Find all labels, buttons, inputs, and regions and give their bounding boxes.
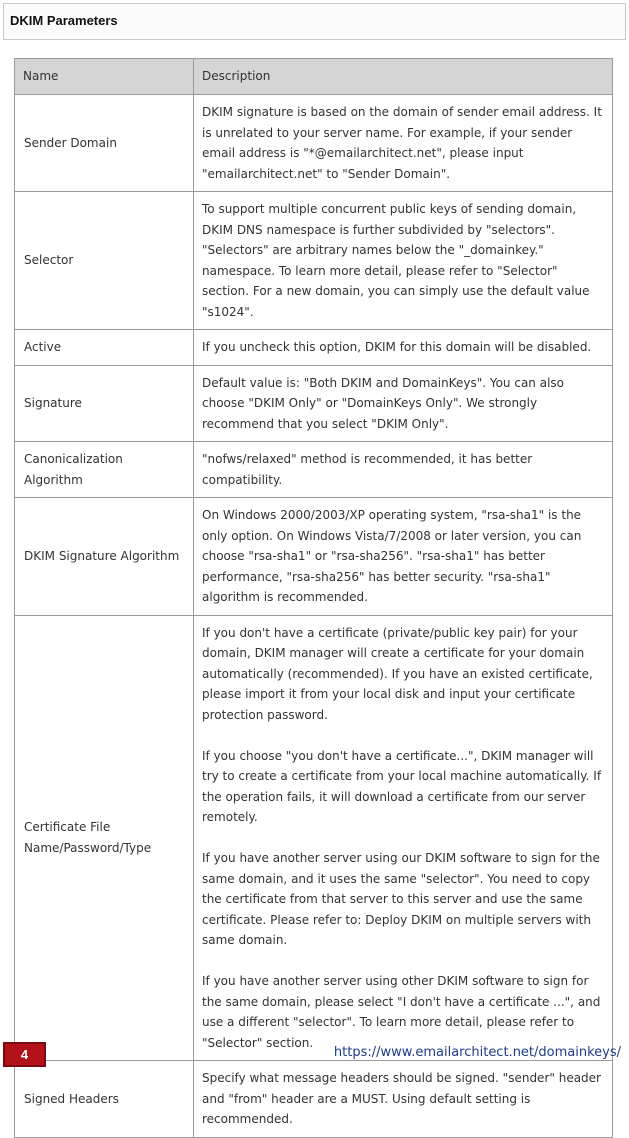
param-name-cell: Signature (15, 365, 194, 442)
table-row (15, 365, 613, 442)
param-description-cell (194, 498, 613, 616)
param-name-cell: Sender Domain (15, 95, 194, 192)
param-description-cell (194, 95, 613, 192)
param-name-cell: Certificate File Name/Password/Type (15, 615, 194, 1061)
table-row (15, 442, 613, 498)
column-header-name: Name (15, 59, 194, 95)
param-description-cell (194, 615, 613, 1061)
description-paragraph: If you have another server using other DKIM software to sign for the same domain, please select "I don't have a certificate ...", and use a different "selector". To learn more detail, please refer to "Selector" section. (202, 974, 601, 1050)
param-name-cell: Canonicalization Algorithm (15, 442, 194, 498)
page-number-badge: 4 (3, 1042, 46, 1067)
table-row (15, 95, 613, 192)
param-description-cell (194, 330, 613, 366)
param-name-cell: Selector (15, 192, 194, 330)
description-paragraph: Default value is: "Both DKIM and DomainKeys". You can also choose "DKIM Only" or "DomainKeys Only". We strongly recommend that you select "DKIM Only". (202, 375, 564, 431)
column-header-description: Description (194, 59, 613, 95)
param-name-cell: Signed Headers (15, 1061, 194, 1138)
dkim-parameters-table (14, 58, 613, 1138)
param-name-cell: DKIM Signature Algorithm (15, 498, 194, 616)
param-description-cell (194, 365, 613, 442)
section-title: DKIM Parameters (3, 3, 626, 40)
description-paragraph: If you uncheck this option, DKIM for this domain will be disabled. (202, 340, 592, 354)
table-row (15, 1061, 613, 1138)
description-paragraph: On Windows 2000/2003/XP operating system, "rsa-sha1" is the only option. On Windows Vista/7/2008 or later version, you can choose "rsa-sha1" or "rsa-sha256". "rsa-sha1" has better performance, "rsa-sha256" has better security. "rsa-sha1" algorithm is recommended. (202, 508, 582, 604)
table-row (15, 330, 613, 366)
description-paragraph: To support multiple concurrent public keys of sending domain, DKIM DNS namespace is further subdivided by "selectors". "Selectors" are arbitrary names below the "_domainkey." namespace. To learn more detail, please refer to "Selector" section. For a new domain, you can simply use the default value "s1024". (202, 202, 590, 319)
table-row (15, 615, 613, 1061)
table-row (15, 192, 613, 330)
table-header-row (15, 59, 613, 95)
description-paragraph: Specify what message headers should be signed. "sender" header and "from" header are a MUST. Using default setting is recommended. (202, 1071, 601, 1126)
description-paragraph: If you don't have a certificate (private/public key pair) for your domain, DKIM manager will create a certificate for your domain automatically (recommended). If you have an existed certificate, please import it from your local disk and input your certificate protection password. (202, 625, 593, 722)
description-paragraph: If you have another server using our DKIM software to sign for the same domain, and it uses the same "selector". You need to copy the certificate from that server to this server and use the same certificate. Please refer to: Deploy DKIM on multiple servers with same domain. (202, 851, 600, 947)
description-paragraph: DKIM signature is based on the domain of sender email address. It is unrelated to your server name. For example, if your sender email address is "*@emailarchitect.net", please input "emailarchitect.net" to "Sender Domain". (202, 105, 602, 181)
description-paragraph: If you choose "you don't have a certificate...", DKIM manager will try to create a certificate from your local machine automatically. If the operation fails, it will download a certificate from our server remotely. (202, 748, 602, 824)
param-description-cell (194, 442, 613, 498)
description-paragraph: "nofws/relaxed" method is recommended, it has better compatibility. (202, 452, 533, 487)
param-name-cell: Active (15, 330, 194, 366)
footer-url-link[interactable]: https://www.emailarchitect.net/domainkeys/ (333, 1045, 621, 1060)
param-description-cell (194, 1061, 613, 1138)
table-row (15, 498, 613, 616)
param-description-cell (194, 192, 613, 330)
